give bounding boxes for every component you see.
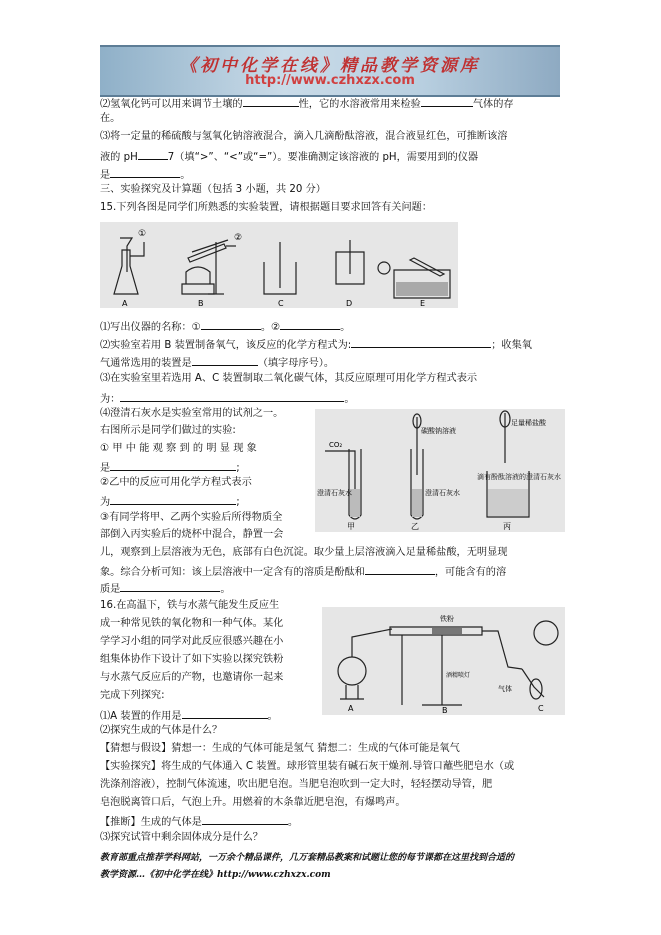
question-line: 【推断】生成的气体是 。 (100, 813, 298, 830)
question-line: ⑵探究生成的气体是什么？ (100, 725, 223, 736)
question-line: 是 。 (100, 166, 190, 183)
figure-annotation: 铁粉 (440, 615, 454, 623)
question-line: 象。综合分析可知：该上层溶液中一定含有的溶质是酚酞和 ，可能含有的溶 (100, 563, 506, 580)
answer-blank[interactable] (120, 390, 344, 402)
answer-blank[interactable] (110, 166, 180, 178)
apparatus-figure-2 (315, 409, 565, 532)
answer-blank[interactable] (280, 318, 340, 330)
question-line: 是 ; (100, 459, 240, 476)
figure-label: C (278, 299, 284, 308)
question-line: ⑷澄清石灰水是实验室常用的试剂之一。 (100, 408, 284, 419)
question-title: 15.下列各图是同学们所熟悉的实验装置，请根据题目要求回答有关问题： (100, 202, 433, 213)
question-line: 右图所示是同学们做过的实验: (100, 425, 236, 436)
question-title: 16.在高温下，铁与水蒸气能发生反应生 (100, 600, 280, 611)
answer-blank[interactable] (351, 336, 491, 348)
question-line: ②乙中的反应可用化学方程式表示 (100, 477, 252, 488)
question-line: ⑴写出仪器的名称：① 。② 。 (100, 318, 350, 335)
question-line: 儿，观察到上层溶液为无色，底部有白色沉淀。取少量上层溶液滴入足量稀盐酸，无明显现 (100, 547, 508, 558)
answer-blank[interactable] (201, 318, 261, 330)
question-line: 质是 。 (100, 580, 231, 597)
answer-blank[interactable] (182, 707, 268, 719)
footer-note: 教育部重点推荐学科网站，一万余个精品课件，几万套精品教案和试题让您的每节课都在这里找到合适的 (100, 853, 515, 863)
figure-annotation: CO₂ (329, 441, 343, 449)
answer-blank[interactable] (243, 95, 299, 107)
answer-blank[interactable] (421, 95, 473, 107)
question-line: ⑴A 装置的作用是 。 (100, 707, 278, 724)
figure-label: C (538, 704, 544, 713)
question-line: 部倒入丙实验后的烧杯中混合，静置一会 (100, 529, 284, 540)
figure-label: D (346, 299, 353, 308)
question-line: ⑶将一定量的稀硫酸与氢氧化钠溶液混合，滴入几滴酚酞溶液，混合液显红色，可推断该溶 (100, 131, 508, 142)
question-line: ③有同学将甲、乙两个实验后所得物质全 (100, 512, 283, 523)
question-line: 组集体协作下设计了如下实验以探究铁粉 (100, 654, 284, 665)
answer-blank[interactable] (202, 813, 288, 825)
figure-annotation: 足量稀盐酸 (511, 419, 546, 427)
question-line: ⑶探究试管中剩余固体成分是什么？ (100, 832, 263, 843)
question-line: 学学习小组的同学对此反应很感兴趣在小 (100, 636, 284, 647)
answer-blank[interactable] (120, 580, 220, 592)
question-line: 【猜想与假设】猜想一：生成的气体可能是氢气 猜想二：生成的气体可能是氧气 (100, 743, 460, 754)
figure-marker: ① (138, 229, 147, 239)
question-line: ⑵实验室若用 B 装置制备氧气，该反应的化学方程式为: ；收集氧 (100, 336, 532, 353)
figure-label: E (420, 299, 426, 308)
apparatus-figure-1 (100, 222, 458, 308)
figure-label: B (198, 299, 204, 308)
figure-label: A (122, 299, 128, 308)
question-line: ⑶在实验室里若选用 A、C 装置制取二氧化碳气体，其反应原理可用化学方程式表示 (100, 373, 478, 384)
question-line: ⑵氢氧化钙可以用来调节土壤的 性，它的水溶液常用来检验 气体的存 (100, 95, 514, 112)
question-line: 洗涤剂溶液），控制气体流速，吹出肥皂泡。当肥皂泡吹到一定大时，轻轻摆动导管，肥 (100, 779, 493, 790)
figure-label: A (348, 704, 354, 713)
question-line: 液的 pH 7（填“>”、“<”或“=”）。要准确测定该溶液的 pH，需要用到的仪器 (100, 148, 478, 165)
footer-link[interactable]: 教学资源…《初中化学在线》http://www.czhxzx.com (100, 870, 331, 880)
question-line: 在。 (100, 113, 121, 124)
figure-annotation: 澄清石灰水 (317, 489, 352, 497)
figure-annotation: 气体 (498, 685, 512, 693)
question-line: 为： 。 (100, 390, 355, 407)
figure-label: 甲 (347, 522, 355, 531)
figure-annotation: 滴有酚酞溶液的澄清石灰水 (477, 473, 561, 481)
question-line: 【实验探究】将生成的气体通入 C 装置。球形管里装有碱石灰干燥剂.导管口蘸些肥皂水（或 (100, 761, 515, 772)
figure-label: 乙 (411, 522, 419, 531)
question-line: 完成下列探究: (100, 690, 165, 701)
figure-marker: ② (234, 233, 243, 243)
banner-url-link[interactable]: http://www.czhxzx.com (245, 73, 415, 88)
answer-blank[interactable] (110, 493, 236, 505)
question-line: ① 甲 中 能 观 察 到 的 明 显 现 象 (100, 443, 257, 454)
question-line: 成一种常见铁的氧化物和一种气体。某化 (100, 618, 284, 629)
answer-blank[interactable] (138, 148, 168, 160)
header-banner (100, 45, 560, 97)
figure-label: 丙 (503, 522, 511, 531)
question-line: 为 ; (100, 493, 240, 510)
figure-annotation: 酒精喷灯 (446, 672, 471, 679)
section-heading: 三、实验探究及计算题（包括 3 小题，共 20 分） (100, 184, 326, 195)
figure-label: B (442, 706, 448, 715)
question-line: 气通常选用的装置是 （填字母序号）。 (100, 354, 334, 371)
answer-blank[interactable] (192, 354, 258, 366)
question-line: 皂泡脱离管口后，气泡上升。用燃着的木条靠近肥皂泡，有爆鸣声。 (100, 797, 406, 808)
banner-title: 《初中化学在线》精品教学资源库 (180, 56, 480, 76)
apparatus-figure-3 (322, 607, 565, 715)
figure-annotation: 碳酸钠溶液 (421, 427, 456, 435)
question-line: 与水蒸气反应后的产物，也邀请你一起来 (100, 672, 284, 683)
answer-blank[interactable] (110, 459, 236, 471)
figure-annotation: 澄清石灰水 (425, 489, 460, 497)
answer-blank[interactable] (365, 563, 435, 575)
